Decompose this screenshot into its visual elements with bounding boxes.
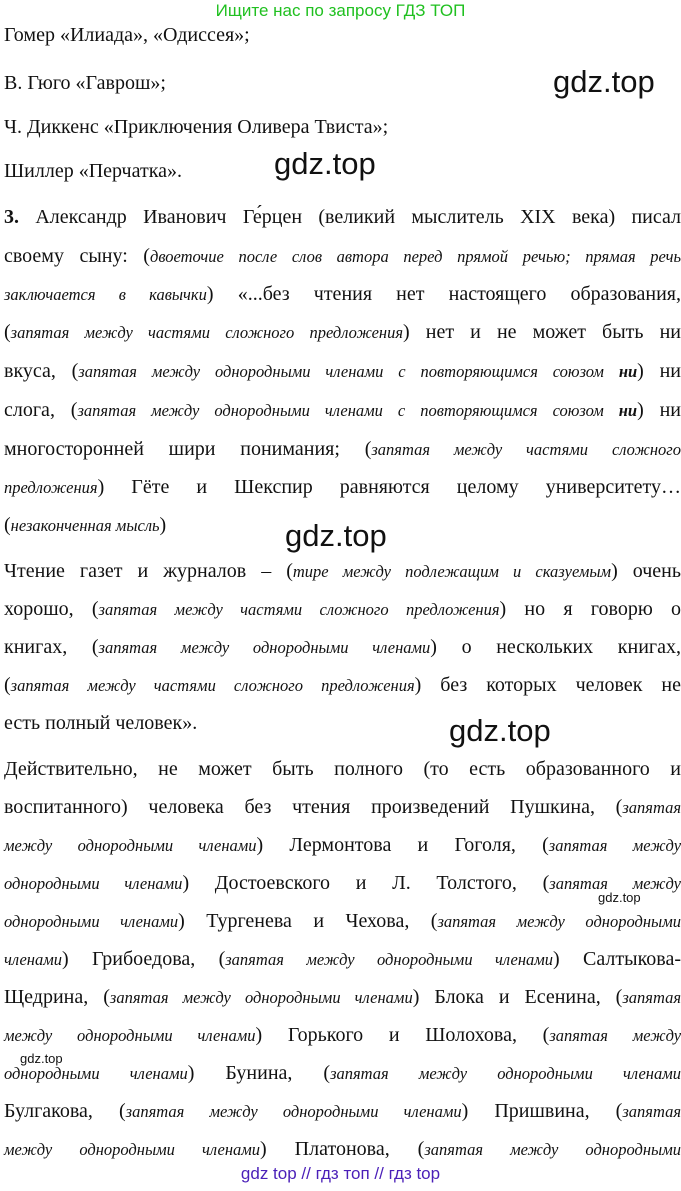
watermark: gdz.top: [274, 146, 376, 181]
text-line: есть полный человек».: [4, 712, 198, 734]
text-line: хорошо, (запятая между частями сложного предложения) но я говорю о: [4, 598, 681, 620]
comment: запятая между частями сложного предложения: [98, 600, 500, 619]
comment: запятая между однородными членами: [98, 638, 431, 657]
comment: запятая между: [549, 1026, 681, 1045]
text-line: многосторонней шири понимания; (запятая между частями сложного: [4, 438, 681, 460]
comment: двоеточие после слов автора перед прямой речью; прямая речь: [149, 247, 681, 266]
top-banner: Ищите нас по запросу ГДЗ ТОП: [215, 1, 466, 20]
comment: запятая между частями сложного предложения: [10, 323, 403, 342]
comment: запятая между однородными членами с повторяющимся союзом: [77, 401, 619, 420]
comment-emphasis: ни: [618, 362, 638, 381]
text-line: слога, (запятая между однородными членами с повторяющимся союзом ни) ни: [4, 399, 681, 421]
footer-banner: gdz top // гдз топ // гдз top: [240, 1164, 441, 1183]
comment: запятая между однородными членами: [225, 950, 554, 969]
watermark: gdz.top: [553, 64, 655, 99]
comment: запятая между однородными членами: [125, 1102, 462, 1121]
text-line: между однородными членами) Горького и Шолохова, (запятая между: [4, 1024, 681, 1046]
comment: запятая: [622, 988, 681, 1007]
comment: запятая между однородными членами: [109, 988, 413, 1007]
comment: запятая между однородными: [437, 912, 681, 931]
comment: между однородными членами: [4, 1026, 256, 1045]
comment: однородными членами: [4, 1064, 188, 1083]
comment: запятая между однородными: [424, 1140, 681, 1159]
text-line: 3. Александр Иванович Ге́рцен (великий мыслитель XIX века) писал: [4, 206, 681, 228]
comment: между однородными членами: [4, 1140, 261, 1159]
watermark: gdz.top: [20, 1051, 63, 1066]
comment: заключается в кавычки: [4, 285, 207, 304]
comment: запятая между частями сложного: [371, 440, 681, 459]
text-line: своему сыну: (двоеточие после слов автора перед прямой речью; прямая речь: [4, 245, 681, 267]
comment: тире между подлежащим и сказуемым: [292, 562, 612, 581]
text-line: заключается в кавычки) «...без чтения нет настоящего образования,: [4, 283, 681, 305]
text-line: Ч. Диккенс «Приключения Оливера Твиста»;: [4, 116, 389, 138]
text-line: Шиллер «Перчатка».: [4, 160, 182, 182]
text-line: вкуса, (запятая между однородными членами с повторяющимся союзом ни) ни: [4, 360, 681, 382]
comment: между однородными членами: [4, 836, 257, 855]
text-line: воспитанного) человека без чтения произведений Пушкина, (запятая: [4, 796, 681, 818]
comment: предложения: [4, 478, 98, 497]
text-line: однородными членами) Достоевского и Л. Толстого, (запятая между: [4, 872, 681, 894]
text-line: Гомер «Илиада», «Одиссея»;: [4, 24, 250, 46]
watermark: gdz.top: [449, 713, 551, 748]
watermark: gdz.top: [598, 890, 641, 905]
text-line: (незаконченная мысль): [4, 514, 167, 536]
comment: запятая: [622, 798, 681, 817]
text-line: членами) Грибоедова, (запятая между однородными членами) Салтыкова-: [4, 948, 681, 970]
text-line: Булгакова, (запятая между однородными членами) Пришвина, (запятая: [4, 1100, 681, 1122]
text-line: между однородными членами) Лермонтова и Гоголя, (запятая между: [4, 834, 681, 856]
comment: запятая между: [549, 874, 681, 893]
text-line: Чтение газет и журналов – (тире между подлежащим и сказуемым) очень: [4, 560, 681, 582]
text-line: однородными членами) Тургенева и Чехова, (запятая между однородными: [4, 910, 681, 932]
comment: членами: [4, 950, 63, 969]
comment-emphasis: ни: [618, 401, 638, 420]
comment: запятая между: [548, 836, 681, 855]
text-line: однородными членами) Бунина, (запятая между однородными членами: [4, 1062, 681, 1084]
text-line: (запятая между частями сложного предложения) нет и не может быть ни: [4, 321, 681, 343]
comment: запятая между частями сложного предложения: [10, 676, 415, 695]
comment: запятая между однородными членами с повторяющимся союзом: [78, 362, 619, 381]
watermark: gdz.top: [285, 518, 387, 553]
text-line: В. Гюго «Гаврош»;: [4, 72, 166, 94]
text-line: (запятая между частями сложного предложения) без которых человек не: [4, 674, 681, 696]
comment: однородными членами: [4, 874, 183, 893]
text-line: Щедрина, (запятая между однородными членами) Блока и Есенина, (запятая: [4, 986, 681, 1008]
exercise-number: 3.: [4, 206, 19, 228]
comment: запятая между однородными членами: [330, 1064, 681, 1083]
text-line: между однородными членами) Платонова, (запятая между однородными: [4, 1138, 681, 1160]
comment: незаконченная мысль: [10, 516, 160, 535]
comment: однородными членами: [4, 912, 179, 931]
text-line: Действительно, не может быть полного (то есть образованного и: [4, 758, 681, 780]
text-line: книгах, (запятая между однородными членами) о нескольких книгах,: [4, 636, 681, 658]
text-line: предложения) Гёте и Шекспир равняются целому университету…: [4, 476, 681, 498]
comment: запятая: [622, 1102, 681, 1121]
